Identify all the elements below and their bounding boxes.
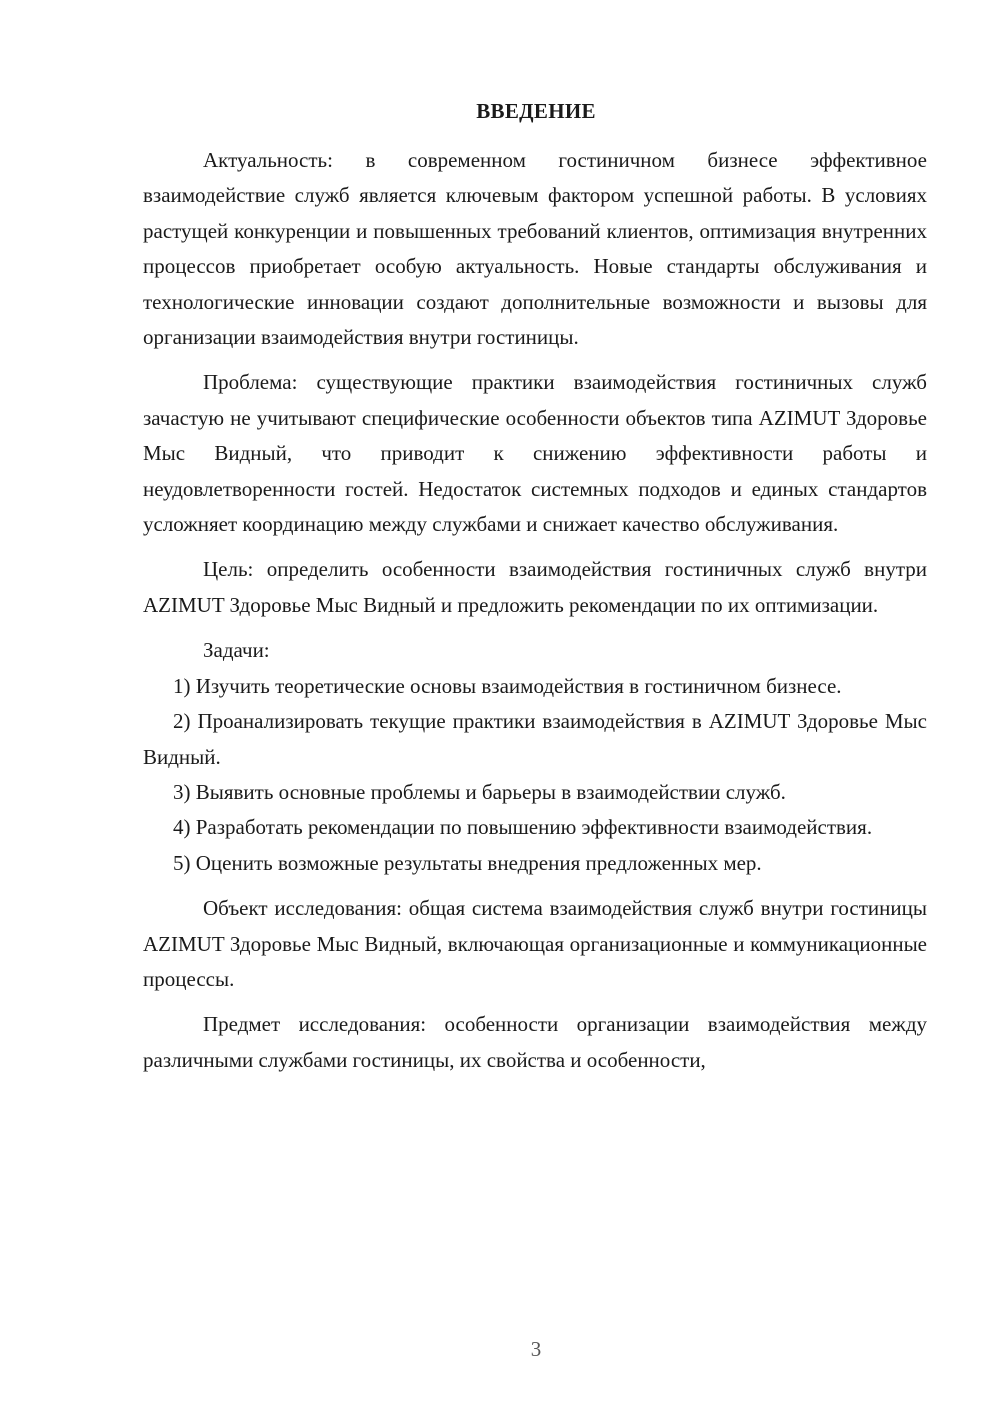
page-title: ВВЕДЕНИЕ [476, 99, 596, 123]
problem-paragraph: Проблема: существующие практики взаимодействия гостиничных служб зачастую не учитывают специфические особенности объектов типа AZIMUT Здоровье Мыс Видный, что приводит к снижению эффективности работы и неудовлетворенности гостей. Недостаток системных подходов и единых стандартов усложняет координацию между службами и снижает качество обслуживания. [143, 370, 927, 537]
task-item-2: 2) Проанализировать текущие практики взаимодействия в AZIMUT Здоровье Мыс Видный. [143, 709, 927, 769]
object-paragraph: Объект исследования: общая система взаимодействия служб внутри гостиницы AZIMUT Здоровье Мыс Видный, включающая организационные и коммуникационные процессы. [143, 896, 927, 991]
task-item-1: 1) Изучить теоретические основы взаимодействия в гостиничном бизнесе. [173, 673, 842, 698]
task-item-4: 4) Разработать рекомендации по повышению эффективности взаимодействия. [173, 815, 873, 840]
task-item-5: 5) Оценить возможные результаты внедрения предложенных мер. [173, 850, 762, 875]
page-number: 3 [530, 1337, 542, 1361]
document-body [143, 143, 927, 1078]
tasks-heading: Задачи: [203, 638, 270, 663]
goal-paragraph: Цель: определить особенности взаимодействия гостиничных служб внутри AZIMUT Здоровье Мыс Видный и предложить рекомендации по их оптимизации. [143, 557, 927, 617]
task-item-3: 3) Выявить основные проблемы и барьеры в взаимодействии служб. [173, 779, 786, 804]
relevance-paragraph: Актуальность: в современном гостиничном бизнесе эффективное взаимодействие служб является ключевым фактором успешной работы. В условиях растущей конкуренции и повышенных требований клиентов, оптимизация внутренних процессов приобретает особую актуальность. Новые стандарты обслуживания и технологические инновации создают дополнительные возможности и вызовы для организации взаимодействия внутри гостиницы. [143, 148, 927, 350]
subject-paragraph: Предмет исследования: особенности организации взаимодействия между различными службами гостиницы, их свойства и особенности, [143, 1012, 927, 1072]
